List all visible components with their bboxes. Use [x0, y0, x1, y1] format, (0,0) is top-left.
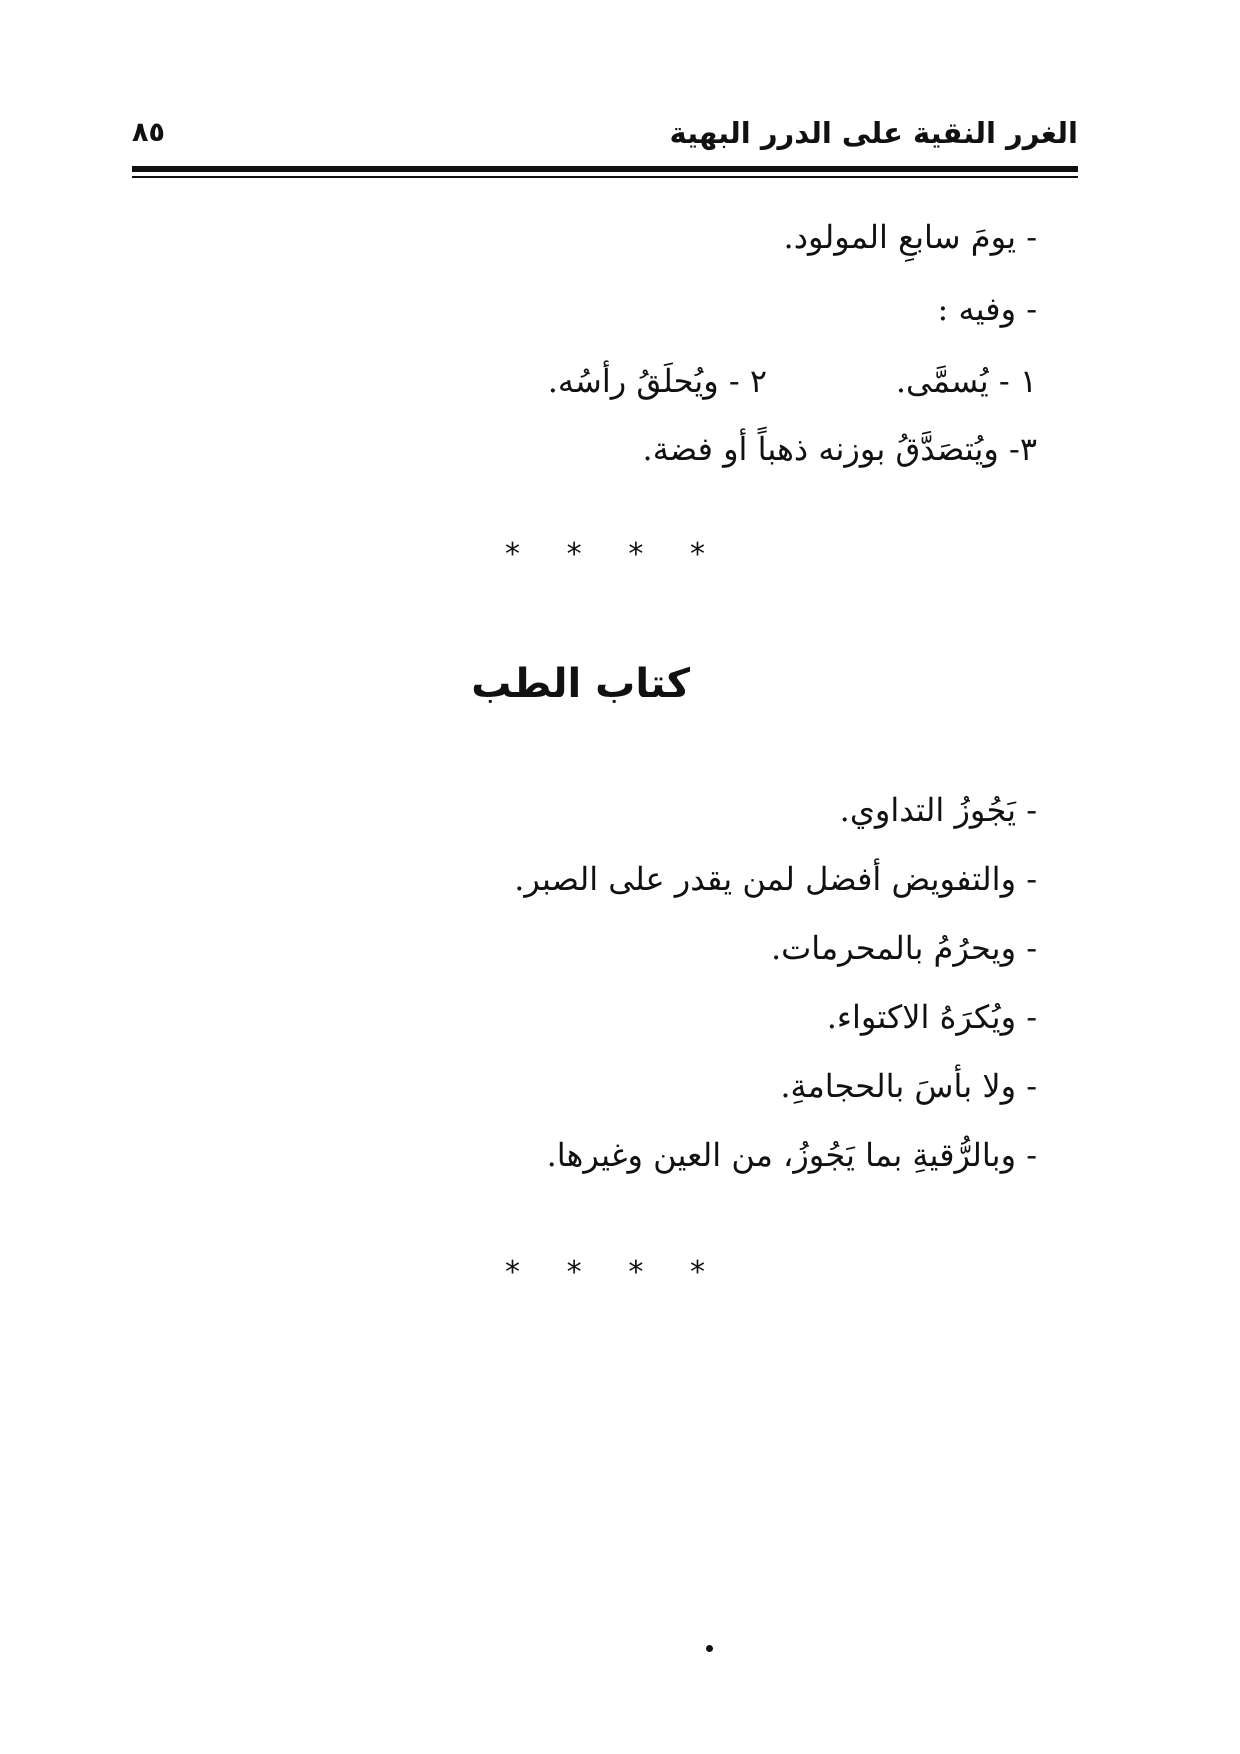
intro-line: - يومَ سابعِ المولود. — [783, 218, 1037, 256]
list-item: ١ - يُسمَّى. — [895, 362, 1037, 400]
asterisk-icon: * — [566, 1255, 582, 1290]
asterisk-icon: * — [689, 1255, 705, 1290]
asterisk-icon: * — [628, 1255, 644, 1290]
section-heading: كتاب الطب — [471, 661, 690, 707]
asterisk-icon: * — [505, 1255, 520, 1290]
page-number: ٨٥ — [132, 117, 165, 148]
numbered-list-row — [477, 358, 1037, 404]
asterisk-separator — [505, 1255, 705, 1290]
list-item: ٣- ويُتصَدَّقُ بوزنه ذهباً أو فضة. — [642, 430, 1037, 468]
section-line: - يَجُوزُ التداوي. — [839, 791, 1037, 829]
header-rule-thin — [132, 176, 1078, 178]
section-line: - ويُكرَهُ الاكتواء. — [826, 998, 1037, 1036]
section-line: - وبالرُّقيةِ بما يَجُوزُ، من العين وغيرها. — [546, 1136, 1037, 1174]
asterisk-icon: * — [689, 537, 705, 572]
asterisk-icon: * — [628, 537, 644, 572]
intro-line: - وفيه : — [937, 290, 1037, 328]
list-item: ٢ - ويُحلَقُ رأسُه. — [547, 362, 767, 400]
section-line: - ولا بأسَ بالحجامةِ. — [780, 1067, 1037, 1105]
asterisk-icon: * — [505, 537, 520, 572]
page-header — [132, 116, 1078, 166]
asterisk-separator — [505, 537, 705, 572]
running-title: الغرر النقية على الدرر البهية — [669, 116, 1078, 150]
asterisk-icon: * — [566, 537, 582, 572]
section-line: - والتفويض أفضل لمن يقدر على الصبر. — [514, 860, 1037, 898]
header-rule-thick — [132, 166, 1078, 172]
footer-dot — [706, 1645, 713, 1652]
section-line: - ويحرُمُ بالمحرمات. — [770, 929, 1037, 967]
